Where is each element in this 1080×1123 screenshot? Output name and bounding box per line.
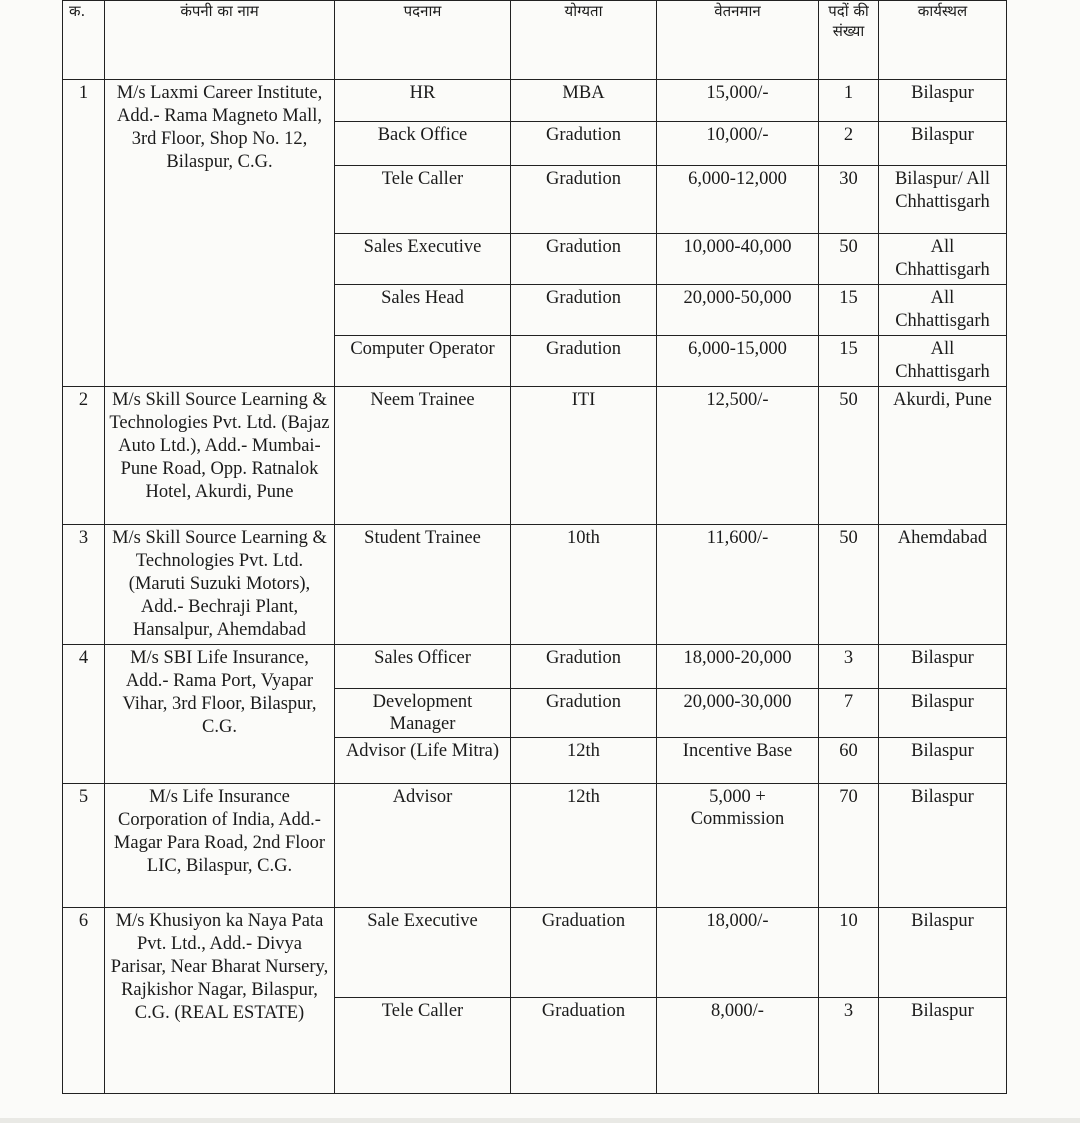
work-location: All Chhattisgarh [879,234,1007,285]
qualification: Gradution [511,234,657,285]
header-company-name: कंपनी का नाम [105,1,335,80]
serial-number: 1 [63,80,105,387]
work-location: Ahemdabad [879,525,1007,645]
post-name: Sale Executive [335,908,511,998]
table-row [63,908,1007,998]
qualification: Gradution [511,285,657,336]
work-location: Bilaspur [879,645,1007,689]
header-post: पदनाम [335,1,511,80]
table-row [63,80,1007,122]
serial-number: 6 [63,908,105,1094]
qualification: Graduation [511,998,657,1094]
table-body [63,80,1007,1094]
company-name: M/s Life Insurance Corporation of India, Add.- Magar Para Road, 2nd Floor LIC, Bilaspur, C.G. [105,784,335,908]
vacancy-count: 1 [819,80,879,122]
salary: 11,600/- [657,525,819,645]
qualification: MBA [511,80,657,122]
qualification: Graduation [511,908,657,998]
vacancy-count: 70 [819,784,879,908]
post-name: HR [335,80,511,122]
vacancy-count: 2 [819,122,879,166]
vacancy-count: 30 [819,166,879,234]
post-name: Neem Trainee [335,387,511,525]
post-name: Back Office [335,122,511,166]
salary: 18,000/- [657,908,819,998]
work-location: Bilaspur [879,80,1007,122]
serial-number: 3 [63,525,105,645]
post-name: Development Manager [335,689,511,738]
vacancy-count: 7 [819,689,879,738]
vacancy-count: 50 [819,525,879,645]
serial-number: 4 [63,645,105,784]
salary: 8,000/- [657,998,819,1094]
work-location: All Chhattisgarh [879,336,1007,387]
salary: 12,500/- [657,387,819,525]
table-row [63,387,1007,525]
vacancy-count: 60 [819,738,879,784]
vacancy-count: 50 [819,234,879,285]
qualification: Gradution [511,645,657,689]
work-location: Bilaspur [879,689,1007,738]
qualification: 10th [511,525,657,645]
vacancy-count: 15 [819,336,879,387]
vacancy-count: 15 [819,285,879,336]
company-name: M/s Khusiyon ka Naya Pata Pvt. Ltd., Add.- Divya Parisar, Near Bharat Nursery, Rajkishor Nagar, Bilaspur, C.G. (REAL ESTATE) [105,908,335,1094]
company-name: M/s Laxmi Career Institute, Add.- Rama Magneto Mall, 3rd Floor, Shop No. 12, Bilaspur, C.G. [105,80,335,387]
table-row [63,525,1007,645]
post-name: Computer Operator [335,336,511,387]
salary: 6,000-15,000 [657,336,819,387]
post-name: Advisor (Life Mitra) [335,738,511,784]
work-location: Bilaspur [879,738,1007,784]
work-location: Bilaspur [879,784,1007,908]
work-location: Bilaspur [879,122,1007,166]
post-name: Sales Head [335,285,511,336]
header-salary: वेतनमान [657,1,819,80]
vacancy-count: 3 [819,645,879,689]
header-vacancies: पदों की संख्या [819,1,879,80]
post-name: Tele Caller [335,998,511,1094]
salary: 20,000-30,000 [657,689,819,738]
salary: 18,000-20,000 [657,645,819,689]
work-location: Akurdi, Pune [879,387,1007,525]
qualification: Gradution [511,689,657,738]
company-name: M/s Skill Source Learning & Technologies Pvt. Ltd. (Bajaz Auto Ltd.), Add.- Mumbai-Pune Road, Opp. Ratnalok Hotel, Akurdi, Pune [105,387,335,525]
post-name: Tele Caller [335,166,511,234]
serial-number: 5 [63,784,105,908]
work-location: All Chhattisgarh [879,285,1007,336]
work-location: Bilaspur/ All Chhattisgarh [879,166,1007,234]
table-row [63,645,1007,689]
table-row [63,784,1007,908]
header-row [63,1,1007,80]
company-name: M/s SBI Life Insurance, Add.- Rama Port, Vyapar Vihar, 3rd Floor, Bilaspur, C.G. [105,645,335,784]
vacancy-count: 50 [819,387,879,525]
qualification: Gradution [511,336,657,387]
work-location: Bilaspur [879,908,1007,998]
post-name: Student Trainee [335,525,511,645]
salary: Incentive Base [657,738,819,784]
header-qualification: योग्यता [511,1,657,80]
page-bottom-edge [0,1118,1080,1123]
salary: 15,000/- [657,80,819,122]
qualification: Gradution [511,166,657,234]
salary: 10,000-40,000 [657,234,819,285]
post-name: Advisor [335,784,511,908]
post-name: Sales Executive [335,234,511,285]
job-vacancy-table [62,0,1007,1094]
salary: 20,000-50,000 [657,285,819,336]
qualification: 12th [511,784,657,908]
header-serial-number: क. [63,1,105,80]
qualification: 12th [511,738,657,784]
vacancy-count: 10 [819,908,879,998]
qualification: Gradution [511,122,657,166]
qualification: ITI [511,387,657,525]
salary: 6,000-12,000 [657,166,819,234]
company-name: M/s Skill Source Learning & Technologies Pvt. Ltd. (Maruti Suzuki Motors), Add.- Bechraji Plant, Hansalpur, Ahemdabad [105,525,335,645]
serial-number: 2 [63,387,105,525]
salary: 10,000/- [657,122,819,166]
work-location: Bilaspur [879,998,1007,1094]
salary: 5,000 + Commission [657,784,819,908]
vacancy-count: 3 [819,998,879,1094]
header-location: कार्यस्थल [879,1,1007,80]
post-name: Sales Officer [335,645,511,689]
